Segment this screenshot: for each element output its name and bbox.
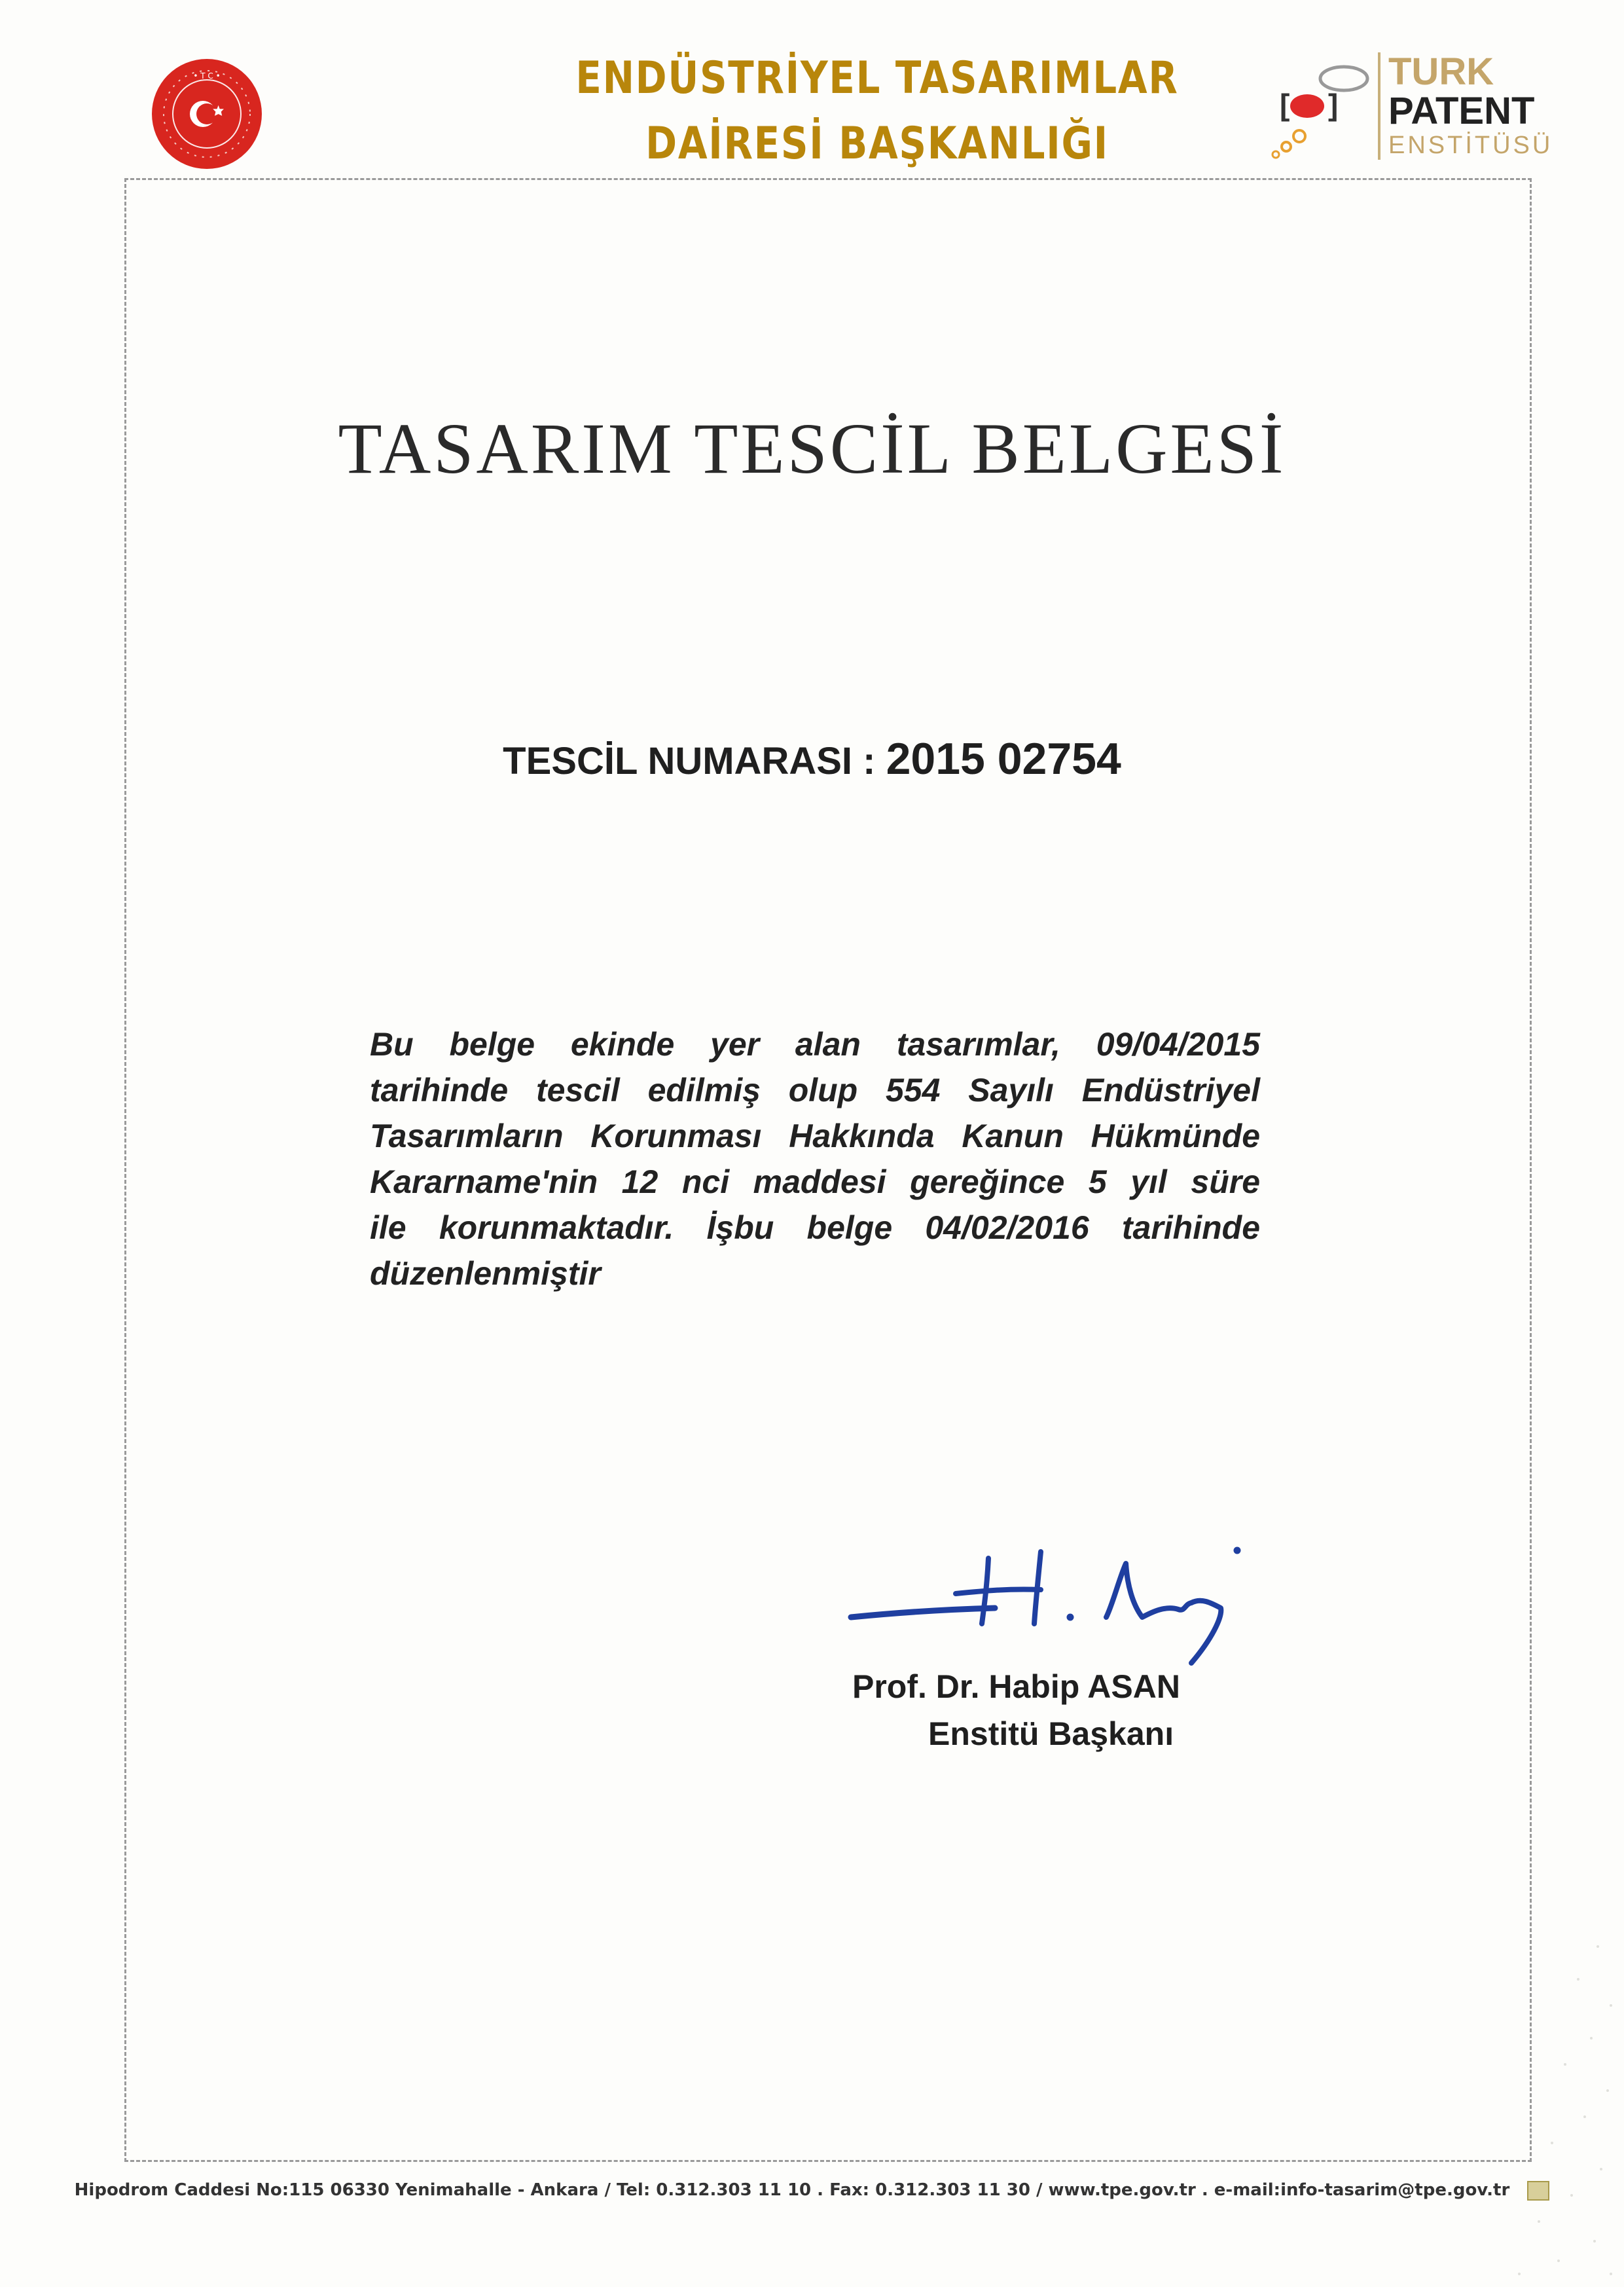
handwritten-signature	[844, 1526, 1276, 1683]
body-line: Bu belge ekinde yer alan tasarımlar, 09/04/2015	[370, 1026, 1260, 1063]
turkish-state-seal-icon	[151, 58, 263, 170]
body-line: düzenlenmiştir	[370, 1255, 601, 1292]
turk-patent-logo-text	[1378, 52, 1553, 160]
svg-text:]: ]	[1328, 88, 1339, 122]
registration-number: 2015 02754	[886, 734, 1121, 784]
document-title: TASARIM TESCİL BELGESİ	[338, 409, 1286, 488]
signatory-name: Prof. Dr. Habip ASAN	[852, 1668, 1180, 1705]
turk-patent-logo-icon	[1267, 59, 1371, 164]
body-line: Kararname'nin 12 nci maddesi gereğince 5 yıl süre	[370, 1163, 1260, 1200]
footer-address: Hipodrom Caddesi No:115 06330 Yenimahalle - Ankara / Tel: 0.312.303 11 10 . Fax: 0.312.303 11 30 / www.tpe.gov.tr . e-mail:info-tasarim@tpe.gov.tr	[74, 2180, 1510, 2200]
logo-line-enstitusu: ENSTİTÜSÜ	[1388, 132, 1553, 159]
logo-line-patent: PATENT	[1388, 90, 1535, 132]
logo-line-turk: TURK	[1388, 50, 1494, 93]
department-title	[554, 46, 1200, 177]
registration-separator: :	[852, 740, 886, 782]
body-line: ile korunmaktadır. İşbu belge 04/02/2016 tarihinde	[370, 1209, 1260, 1246]
footer-contact	[0, 2180, 1624, 2201]
registration-label: TESCİL NUMARASI	[503, 740, 853, 782]
scan-noise-texture	[1480, 1920, 1624, 2287]
department-title-line1: ENDÜSTRİYEL TASARIMLAR	[575, 52, 1179, 104]
registration-number-line	[0, 733, 1624, 784]
body-line: tarihinde tescil edilmiş olup 554 Sayılı Endüstriyel	[370, 1072, 1260, 1108]
certificate-body-text	[370, 1021, 1260, 1296]
department-title-line2: DAİRESİ BAŞKANLIĞI	[645, 118, 1109, 170]
body-line: Tasarımların Korunması Hakkında Kanun Hükmünde	[370, 1118, 1260, 1154]
signatory-role: Enstitü Başkanı	[928, 1715, 1174, 1752]
svg-text:• T C •: • T C •	[193, 71, 221, 81]
svg-text:[: [	[1280, 88, 1290, 122]
signatory-block	[844, 1663, 1303, 1757]
